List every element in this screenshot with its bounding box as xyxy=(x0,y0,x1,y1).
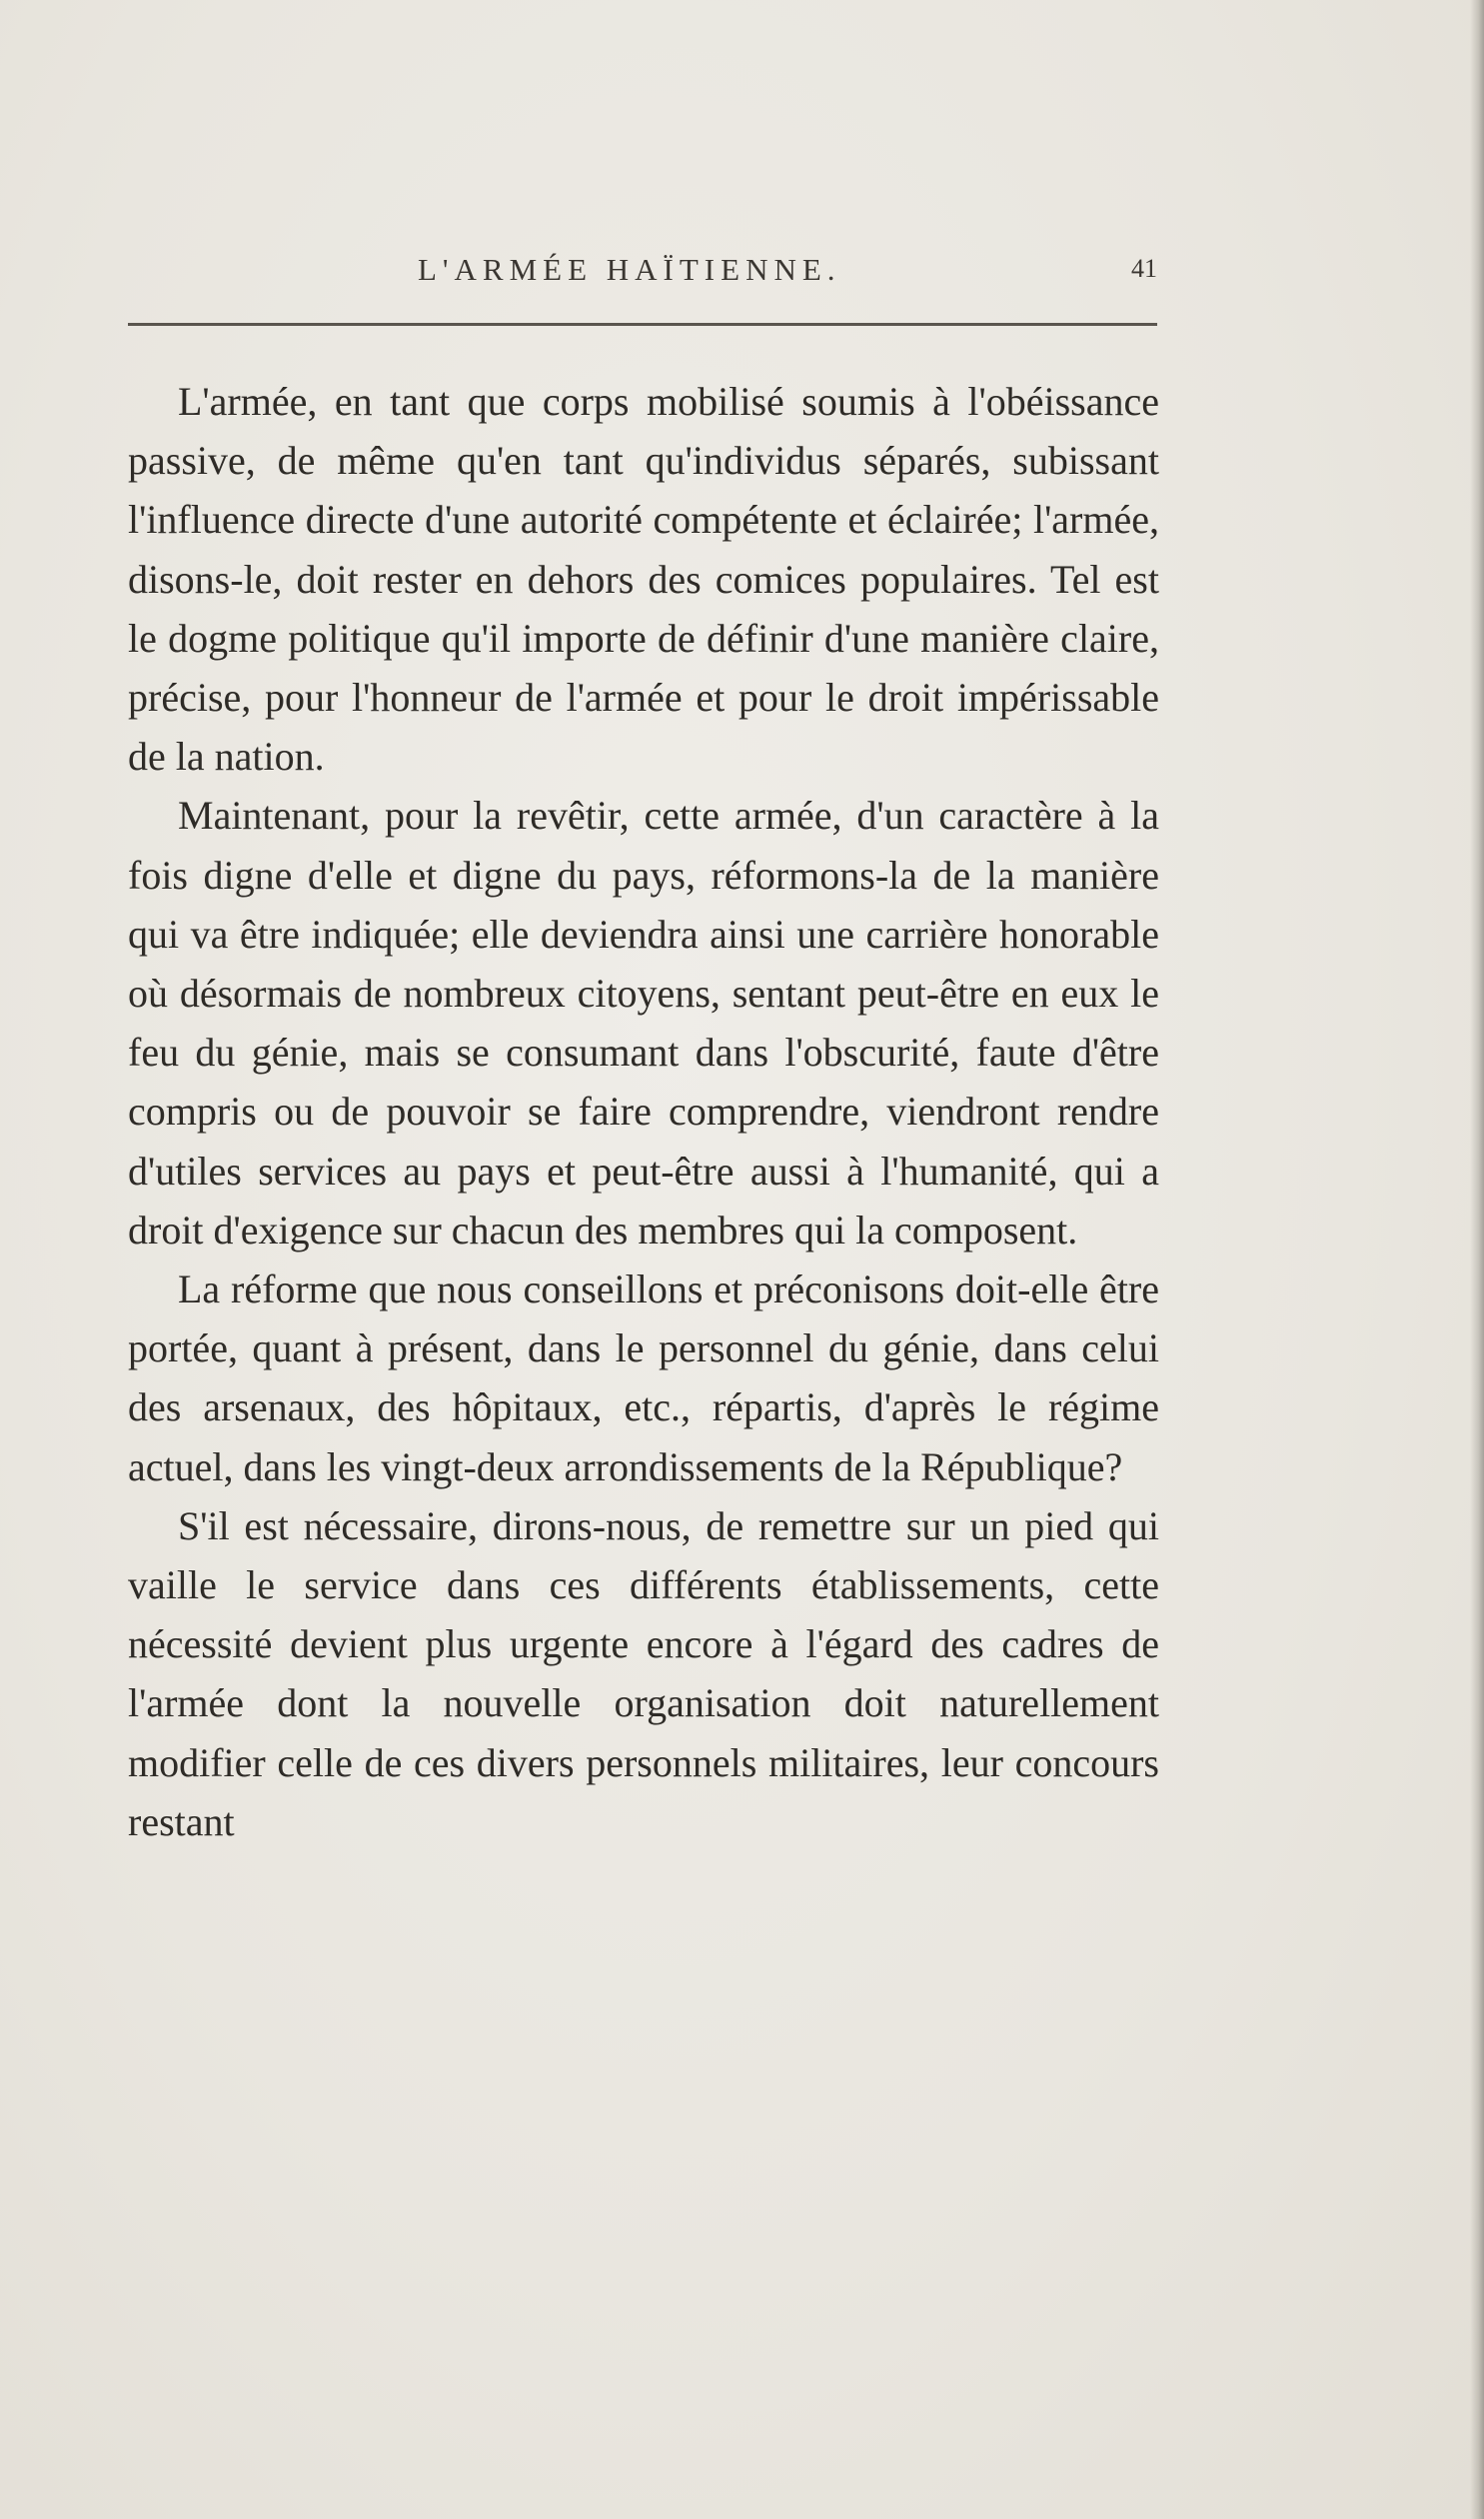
page-number: 41 xyxy=(1131,254,1157,283)
running-title: L'ARMÉE HAÏTIENNE. xyxy=(418,252,841,287)
page-edge-shadow xyxy=(1470,0,1484,2519)
header-rule xyxy=(128,323,1157,326)
running-head xyxy=(128,252,1157,302)
paragraph-4: S'il est nécessaire, dirons-nous, de remettre sur un pied qui vaille le service dans ces différents établissements, cette nécessité devient plus urgente encore à l'égard des cadres de l'armée dont la nouvelle organisation doit naturellement modifier celle de ces divers personnels militaires, leur concours restant xyxy=(128,1502,1159,1844)
paragraph-1: L'armée, en tant que corps mobilisé soumis à l'obéissance passive, de même qu'en tant qu'individus séparés, subissant l'influence directe d'une autorité compétente et éclairée; l'armée, disons-le, doit rester en dehors des comices populaires. Tel est le dogme politique qu'il importe de définir d'une manière claire, précise, pour l'honneur de l'armée et pour le droit impérissable de la nation. xyxy=(128,379,1159,780)
body-text xyxy=(128,372,1159,1851)
paragraph-2: Maintenant, pour la revêtir, cette armée, d'un caractère à la fois digne d'elle et digne du pays, réformons-la de la manière qui va être indiquée; elle deviendra ainsi une carrière honorable où désormais de nombreux citoyens, sentant peut-être en eux le feu du génie, mais se consumant dans l'obscurité, faute d'être compris ou de pouvoir se faire comprendre, viendront rendre d'utiles services au pays et peut-être aussi à l'humanité, qui a droit d'exigence sur chacun des membres qui la composent. xyxy=(128,793,1159,1253)
paragraph-3: La réforme que nous conseillons et préconisons doit-elle être portée, quant à présent, dans le personnel du génie, dans celui des arsenaux, des hôpitaux, etc., répartis, d'après le régime actuel, dans les vingt-deux arrondissements de la République? xyxy=(128,1266,1159,1489)
